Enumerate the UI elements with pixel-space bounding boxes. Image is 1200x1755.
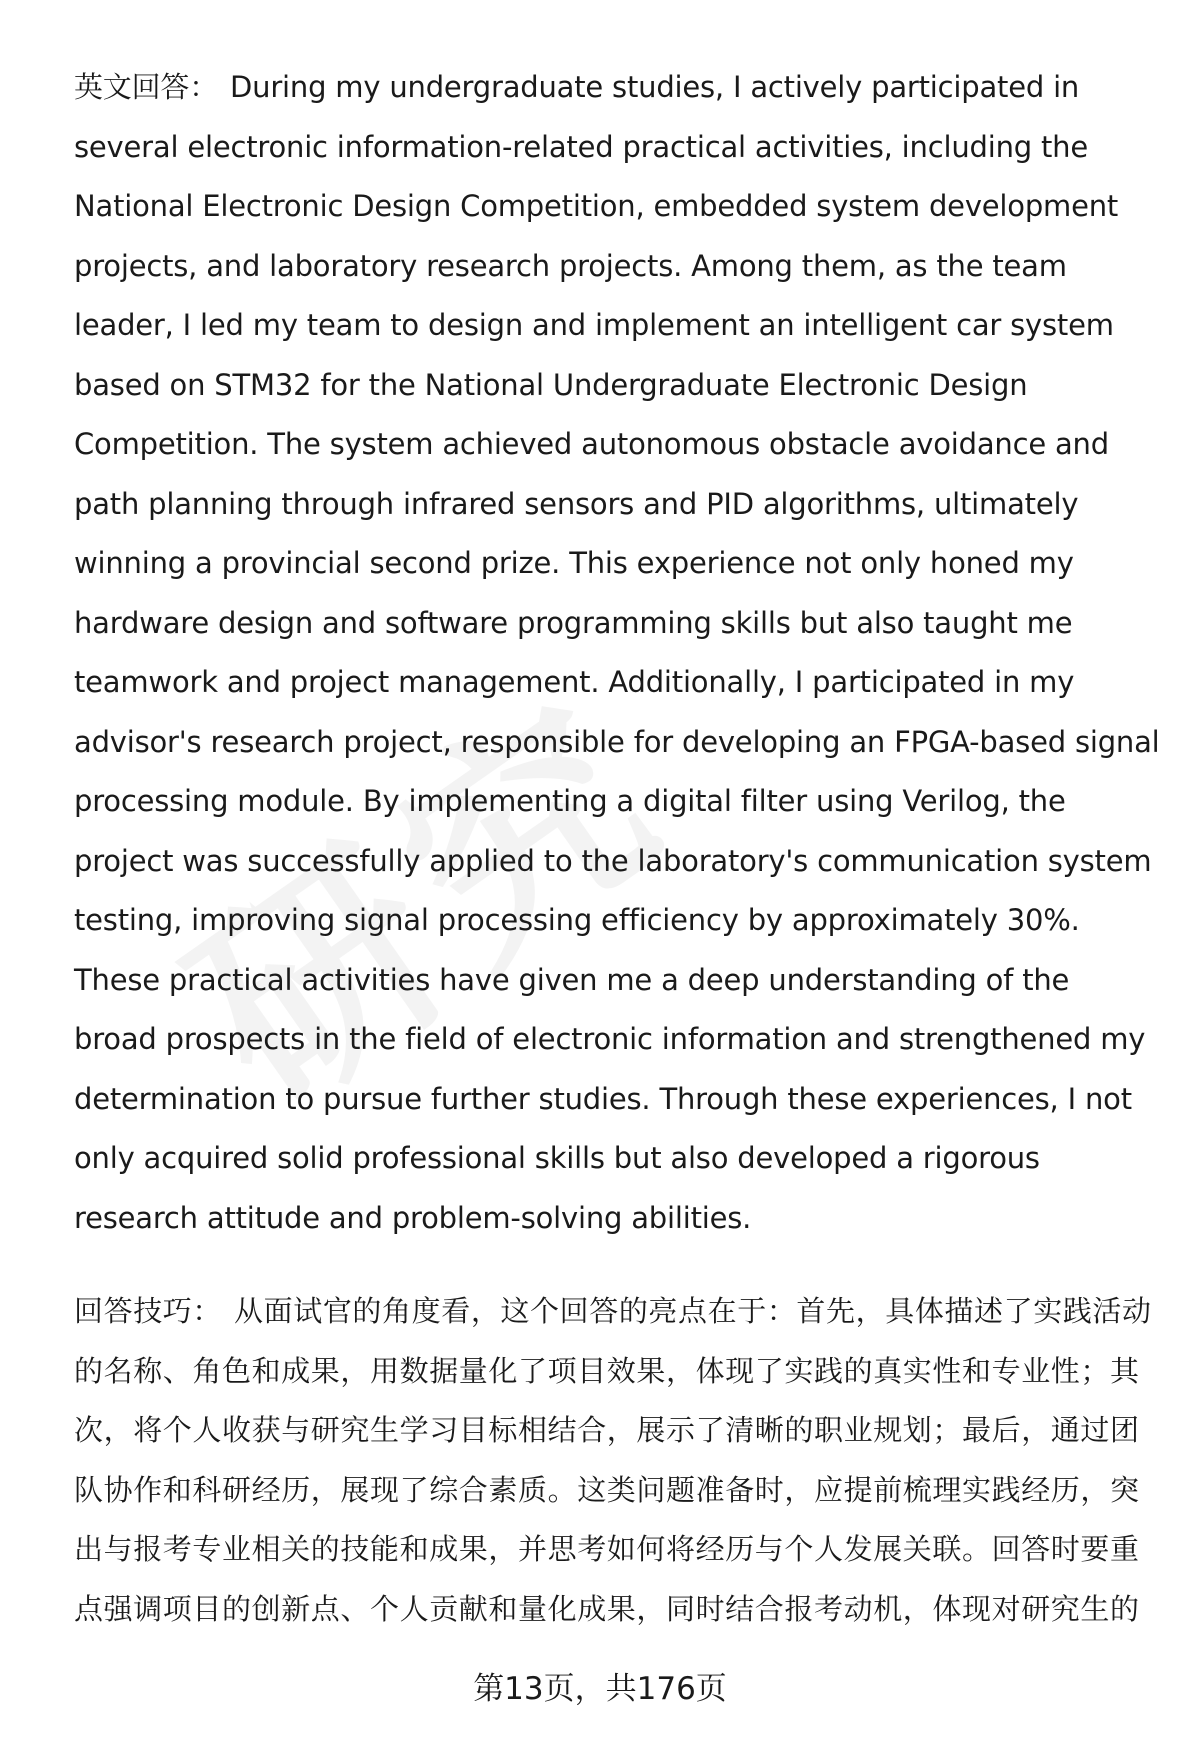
- english-answer-text: During my undergraduate studies, I actively participated in several electronic information-related practical activities, including the National Electronic Design Competition, embedded system development projects, and laboratory research projects. Among them, as the team leader, I led my team to design and implement an intelligent car system based on STM32 for the National Undergraduate Electronic Design Competition. The system achieved autonomous obstacle avoidance and path planning through infrared sensors and PID algorithms, ultimately winning a provincial second prize. This experience not only honed my hardware design and software programming skills but also taught me teamwork and project management. Additionally, I participated in my advisor's research project, responsible for developing an FPGA-based signal processing module. By implementing a digital filter using Verilog, the project was successfully applied to the laboratory's communication system testing, improving signal processing efficiency by approximately 30%. These practical activities have given me a deep understanding of the broad prospects in the field of electronic information and strengthened my determination to pursue further studies. Through these experiences, I not only acquired solid professional skills but also developed a rigorous research attitude and problem-solving abilities.: [74, 70, 1160, 1235]
- answer-tips-text: 从面试官的角度看，这个回答的亮点在于：首先，具体描述了实践活动的名称、角色和成果，用数据量化了项目效果，体现了实践的真实性和专业性；其次，将个人收获与研究生学习目标相结合，展示了清晰的职业规划；最后，通过团队协作和科研经历，展现了综合素质。这类问题准备时，应提前梳理实践经历，突出与报考专业相关的技能和成果，并思考如何将经历与个人发展关联。回答时要重点强调项目的创新点、个人贡献和量化成果，同时结合报考动机，体现对研究生的: [74, 1294, 1152, 1626]
- page-number: 第13页，共176页: [473, 1671, 727, 1707]
- answer-tips-section: [74, 1282, 1160, 1639]
- answer-tips-label: 回答技巧：: [74, 1294, 223, 1328]
- english-answer-label: 英文回答：: [74, 70, 219, 104]
- english-answer-section: [74, 58, 1160, 1248]
